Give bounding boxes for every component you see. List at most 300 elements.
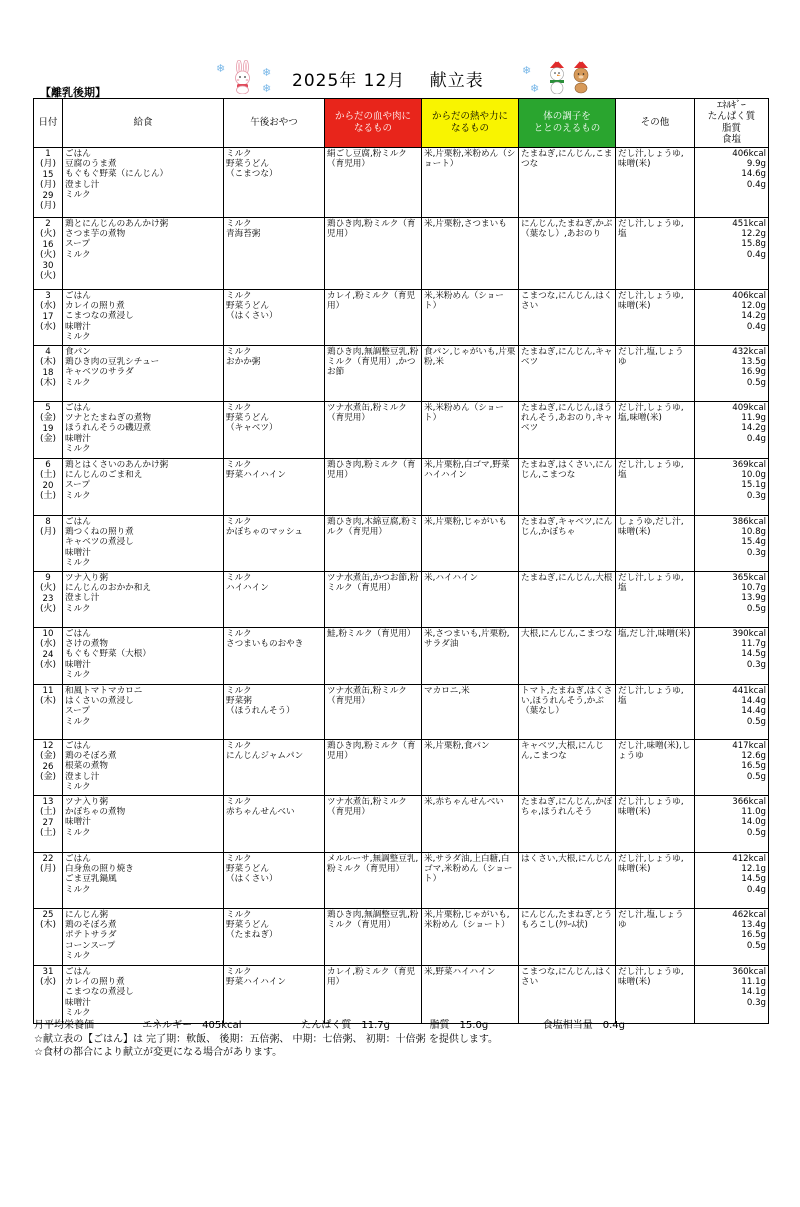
lunch-item: ミルク — [65, 781, 91, 792]
menu-row — [34, 147, 769, 217]
other-ingredients: だし汁,塩,しょうゆ — [618, 346, 684, 367]
yellow-ingredients-cell — [422, 345, 519, 401]
menu-row — [34, 739, 769, 795]
lunch-item: 鶏とにんじんのあんかけ粥 — [65, 218, 169, 229]
date-day: 15 — [42, 169, 54, 180]
date-weekday: (火) — [39, 582, 57, 593]
snack-item: かぼちゃのマッシュ — [226, 526, 303, 537]
yellow-ingredients: 米,米粉めん（ショート） — [424, 290, 504, 311]
snack-cell — [224, 289, 325, 345]
nutrition-cell — [695, 571, 769, 627]
nutrition-cell — [695, 739, 769, 795]
lunch-cell — [63, 684, 224, 739]
red-ingredients-cell — [325, 289, 422, 345]
snack-item: ミルク — [226, 459, 252, 470]
header-green-group — [519, 99, 616, 148]
snack-item: （たまねぎ） — [226, 930, 278, 941]
red-ingredients-cell — [325, 684, 422, 739]
other-ingredients-cell — [616, 965, 695, 1023]
date-weekday: (水) — [39, 300, 57, 311]
energy-value: 369kcal — [732, 459, 766, 470]
green-ingredients: たまねぎ,にんじん,大根 — [521, 572, 613, 583]
date-weekday: (月) — [39, 179, 57, 190]
avg-salt: 食塩相当量 0.4g — [542, 1020, 626, 1031]
lunch-item: 和風トマトマカロニ — [65, 685, 143, 696]
footer — [34, 1019, 625, 1060]
lunch-item: ミルク — [65, 716, 91, 727]
red-ingredients: 絹ごし豆腐,粉ミルク（育児用） — [327, 148, 407, 169]
menu-row — [34, 217, 769, 289]
yellow-ingredients: 米,ハイハイン — [424, 572, 479, 583]
lunch-item: さけの煮物 — [65, 638, 108, 649]
yellow-ingredients: 米,片栗粉,さつまいも — [424, 218, 507, 229]
yellow-ingredients: 米,赤ちゃんせんべい — [424, 796, 504, 807]
yellow-ingredients-cell — [422, 217, 519, 289]
green-ingredients: たまねぎ,にんじん,こまつな — [521, 148, 613, 169]
snack-item: 野菜うどん — [226, 300, 269, 311]
lunch-cell — [63, 217, 224, 289]
lunch-item: ごはん — [65, 516, 91, 527]
red-ingredients: 鶏ひき肉,粉ミルク（育児用） — [327, 740, 416, 761]
lunch-item: キャベツの煮浸し — [65, 537, 134, 548]
red-ingredients: 鶏ひき肉,無調整豆乳,粉ミルク（育児用） — [327, 909, 419, 930]
salt-value: 0.5g — [746, 940, 766, 951]
other-ingredients: だし汁,しょうゆ,塩,味噌(米) — [618, 402, 684, 423]
red-ingredients-cell — [325, 147, 422, 217]
salt-value: 0.3g — [746, 659, 766, 670]
lunch-item: もぐもぐ野菜（大根） — [65, 649, 151, 660]
salt-value: 0.5g — [746, 771, 766, 782]
nutrition-cell — [695, 217, 769, 289]
other-ingredients: だし汁,しょうゆ,味噌(米) — [618, 796, 684, 817]
snack-item: ミルク — [226, 148, 252, 159]
salt-value: 0.5g — [746, 716, 766, 727]
red-ingredients: カレイ,粉ミルク（育児用） — [327, 290, 416, 311]
fat-value: 13.9g — [741, 593, 766, 604]
lunch-item: キャベツのサラダ — [65, 367, 134, 378]
lunch-item: ミルク — [65, 1007, 91, 1018]
red-ingredients: カレイ,粉ミルク（育児用） — [327, 966, 416, 987]
fat-value: 16.9g — [741, 367, 766, 378]
lunch-item: かぼちゃの煮物 — [65, 806, 126, 817]
other-ingredients: だし汁,しょうゆ,塩 — [618, 218, 684, 239]
lunch-item: にんじんのごま和え — [65, 469, 143, 480]
green-ingredients: キャベツ,大根,にんじん,こまつな — [521, 740, 604, 761]
menu-row — [34, 627, 769, 684]
lunch-item: スープ — [65, 480, 90, 491]
lunch-item: カレイの照り煮 — [65, 300, 125, 311]
date-day: 26 — [42, 761, 54, 772]
lunch-item: ミルク — [65, 557, 91, 568]
lunch-cell — [63, 515, 224, 571]
energy-value: 366kcal — [732, 796, 766, 807]
energy-value: 441kcal — [732, 685, 766, 696]
salt-value: 0.3g — [746, 547, 766, 558]
lunch-cell — [63, 458, 224, 515]
snowflake-icon: ❄ — [522, 64, 532, 77]
header-nutrition-line: 食塩 — [721, 134, 741, 146]
date-day: 31 — [42, 966, 54, 977]
green-ingredients: たまねぎ,にんじん,キャベツ — [521, 346, 613, 367]
menu-row — [34, 684, 769, 739]
header-nutrition-line: たんぱく質 — [707, 111, 756, 123]
green-ingredients: たまねぎ,にんじん,ほうれんそう,あおのり,キャベツ — [521, 402, 613, 434]
snack-item: ハイハイン — [226, 582, 269, 593]
date-cell — [34, 965, 63, 1023]
nutrition-cell — [695, 289, 769, 345]
snack-item: ミルク — [226, 796, 252, 807]
lunch-cell — [63, 147, 224, 217]
energy-value: 360kcal — [732, 966, 766, 977]
snack-cell — [224, 571, 325, 627]
other-ingredients: だし汁,しょうゆ,味噌(米) — [618, 853, 684, 874]
protein-value: 14.4g — [741, 695, 766, 706]
menu-row — [34, 852, 769, 908]
date-day: 10 — [42, 628, 54, 639]
salt-value: 0.4g — [746, 884, 766, 895]
lunch-item: 食パン — [65, 346, 91, 357]
date-cell — [34, 289, 63, 345]
other-ingredients: だし汁,しょうゆ,味噌(米) — [618, 148, 684, 169]
red-ingredients: 鶏ひき肉,粉ミルク（育児用） — [327, 459, 416, 480]
date-weekday: (月) — [39, 158, 57, 169]
other-ingredients-cell — [616, 289, 695, 345]
snack-item: （キャベツ） — [226, 423, 278, 434]
snack-item: 青海苔粥 — [226, 228, 261, 239]
fat-value: 14.5g — [741, 649, 766, 660]
nutrition-cell — [695, 852, 769, 908]
header-yellow-line: からだの熱や力に — [431, 111, 508, 123]
lunch-cell — [63, 571, 224, 627]
energy-value: 451kcal — [732, 218, 766, 229]
lunch-item: ほうれんそうの磯辺煮 — [65, 423, 151, 434]
page-title: 2025年 12月 献立表 — [292, 71, 484, 91]
red-ingredients: ツナ水煮缶,粉ミルク（育児用） — [327, 796, 407, 817]
date-cell — [34, 515, 63, 571]
green-ingredients-cell — [519, 147, 616, 217]
lunch-item: ミルク — [65, 331, 91, 342]
snack-item: ミルク — [226, 572, 252, 583]
lunch-item: ごはん — [65, 402, 91, 413]
other-ingredients-cell — [616, 571, 695, 627]
yellow-ingredients: 米,野菜ハイハイン — [424, 966, 496, 977]
energy-value: 386kcal — [732, 516, 766, 527]
other-ingredients-cell — [616, 852, 695, 908]
snack-item: さつまいものおやき — [226, 638, 304, 649]
green-ingredients-cell — [519, 401, 616, 458]
other-ingredients-cell — [616, 627, 695, 684]
red-ingredients-cell — [325, 401, 422, 458]
salt-value: 0.3g — [746, 997, 766, 1008]
green-ingredients-cell — [519, 627, 616, 684]
lunch-item: 澄まし汁 — [65, 179, 100, 190]
fat-value: 15.1g — [741, 480, 766, 491]
other-ingredients: だし汁,味噌(米),しょうゆ — [618, 740, 691, 761]
date-day: 12 — [42, 740, 54, 751]
fat-value: 14.2g — [741, 423, 766, 434]
lunch-item: カレイの照り煮 — [65, 976, 125, 987]
salt-value: 0.4g — [746, 179, 766, 190]
header-row — [34, 99, 769, 148]
yellow-ingredients-cell — [422, 908, 519, 965]
menu-row — [34, 795, 769, 852]
red-ingredients: ツナ水煮缶,粉ミルク（育児用） — [327, 685, 407, 706]
lunch-item: ミルク — [65, 443, 91, 454]
lunch-item: 豆腐のうま煮 — [65, 158, 117, 169]
yellow-ingredients: 米,片栗粉,白ゴマ,野菜ハイハイン — [424, 459, 510, 480]
date-day: 6 — [45, 459, 51, 470]
lunch-item: こまつなの煮浸し — [65, 311, 134, 322]
date-weekday: (水) — [39, 659, 57, 670]
menu-row — [34, 289, 769, 345]
menu-row — [34, 571, 769, 627]
yellow-ingredients: 食パン,じゃがいも,片栗粉,米 — [424, 346, 516, 367]
date-day: 13 — [42, 796, 54, 807]
bunny-illustration — [228, 60, 258, 94]
header-nutrition-line: ｴﾈﾙｷﾞｰ — [717, 100, 746, 111]
date-cell — [34, 458, 63, 515]
date-weekday: (火) — [39, 603, 57, 614]
yellow-ingredients: 米,片栗粉,米粉めん（ショート） — [424, 148, 516, 169]
other-ingredients: だし汁,しょうゆ,味噌(米) — [618, 290, 684, 311]
snack-item: ミルク — [226, 290, 252, 301]
lunch-item: ごはん — [65, 290, 91, 301]
nutrition-cell — [695, 458, 769, 515]
date-weekday: (木) — [39, 919, 57, 930]
lunch-item: スープ — [65, 706, 90, 717]
yellow-ingredients: 米,片栗粉,じゃがいも — [424, 516, 507, 527]
menu-row — [34, 515, 769, 571]
lunch-cell — [63, 401, 224, 458]
lunch-item: ポテトサラダ — [65, 930, 117, 941]
snack-cell — [224, 684, 325, 739]
snack-item: ミルク — [226, 402, 252, 413]
lunch-item: ごはん — [65, 740, 91, 751]
date-day: 5 — [45, 402, 51, 413]
lunch-item: 味噌汁 — [65, 321, 91, 332]
red-ingredients: 鶏ひき肉,木綿豆腐,粉ミルク（育児用） — [327, 516, 419, 537]
red-ingredients-cell — [325, 965, 422, 1023]
date-weekday: (火) — [39, 228, 57, 239]
red-ingredients: ツナ水煮缶,粉ミルク（育児用） — [327, 402, 407, 423]
snack-item: 野菜うどん — [226, 863, 269, 874]
date-day: 17 — [42, 311, 54, 322]
lunch-item: ミルク — [65, 884, 91, 895]
snowflake-icon: ❄ — [530, 82, 540, 95]
lunch-cell — [63, 965, 224, 1023]
other-ingredients: だし汁,しょうゆ,塩 — [618, 685, 684, 706]
red-ingredients-cell — [325, 739, 422, 795]
date-day: 3 — [45, 290, 51, 301]
lunch-cell — [63, 908, 224, 965]
yellow-ingredients: 米,片栗粉,じゃがいも,米粉めん（ショート） — [424, 909, 510, 930]
lunch-item: ツナ入り粥 — [65, 572, 108, 583]
lunch-item: ミルク — [65, 603, 91, 614]
lunch-item: ミルク — [65, 490, 91, 501]
lunch-item: ごはん — [65, 853, 91, 864]
nutrition-cell — [695, 795, 769, 852]
yellow-ingredients: 米,さつまいも,片栗粉,サラダ油 — [424, 628, 510, 649]
snack-item: （ほうれんそう） — [226, 706, 295, 717]
menu-table — [33, 98, 769, 1024]
stage-subtitle: 【離乳後期】 — [40, 86, 106, 99]
date-day: 2 — [45, 218, 51, 229]
yellow-ingredients-cell — [422, 458, 519, 515]
avg-label: 月平均栄養価 — [34, 1020, 94, 1031]
red-ingredients: ツナ水煮缶,かつお節,粉ミルク（育児用） — [327, 572, 419, 593]
lunch-item: ミルク — [65, 827, 91, 838]
header-snack: 午後おやつ — [224, 99, 325, 148]
snack-item: （はくさい） — [226, 874, 278, 885]
energy-value: 432kcal — [732, 346, 766, 357]
snack-cell — [224, 147, 325, 217]
green-ingredients-cell — [519, 739, 616, 795]
date-cell — [34, 627, 63, 684]
green-ingredients: トマト,たまねぎ,はくさい,ほうれんそう,かぶ（葉なし） — [521, 685, 613, 717]
nutrition-cell — [695, 515, 769, 571]
menu-row — [34, 908, 769, 965]
header-green-line: ととのえるもの — [533, 122, 601, 134]
nutrition-cell — [695, 345, 769, 401]
green-ingredients: にんじん,たまねぎ,かぶ（葉なし）,あおのり — [521, 218, 613, 239]
snack-item: おかか粥 — [226, 356, 261, 367]
yellow-ingredients-cell — [422, 795, 519, 852]
lunch-item: 澄まし汁 — [65, 593, 100, 604]
green-ingredients-cell — [519, 908, 616, 965]
date-weekday: (金) — [39, 433, 57, 444]
lunch-item: にんじん粥 — [65, 909, 108, 920]
salt-value: 0.4g — [746, 249, 766, 260]
header-lunch: 給食 — [63, 99, 224, 148]
date-day: 25 — [42, 909, 54, 920]
green-ingredients: にんじん,たまねぎ,とうもろこし(ｸﾘｰﾑ状) — [521, 909, 613, 930]
avg-protein: たんぱく質 11.7g — [301, 1020, 390, 1031]
snowman-illustration — [544, 60, 596, 94]
lunch-item: 鶏のそぼろ煮 — [65, 750, 117, 761]
avg-energy: エネルギー 405kcal — [142, 1020, 242, 1031]
lunch-item: さつま芋の煮物 — [65, 228, 126, 239]
lunch-item: ミルク — [65, 669, 91, 680]
date-weekday: (月) — [39, 526, 57, 537]
salt-value: 0.5g — [746, 827, 766, 838]
nutrition-cell — [695, 684, 769, 739]
green-ingredients: はくさい,大根,にんじん — [521, 853, 613, 864]
date-weekday: (月) — [39, 863, 57, 874]
lunch-item: コーンスープ — [65, 940, 116, 951]
protein-value: 12.1g — [741, 863, 766, 874]
red-ingredients-cell — [325, 627, 422, 684]
fat-value: 14.2g — [741, 311, 766, 322]
red-ingredients-cell — [325, 852, 422, 908]
fat-value: 14.1g — [741, 987, 766, 998]
snack-item: ミルク — [226, 628, 252, 639]
date-weekday: (金) — [39, 771, 57, 782]
nutrition-cell — [695, 908, 769, 965]
date-day: 24 — [42, 649, 54, 660]
date-weekday: (水) — [39, 638, 57, 649]
green-ingredients: たまねぎ,にんじん,かぼちゃ,ほうれんそう — [521, 796, 613, 817]
date-day: 4 — [45, 346, 51, 357]
lunch-item: 味噌汁 — [65, 547, 91, 558]
date-cell — [34, 401, 63, 458]
snack-item: 野菜うどん — [226, 919, 269, 930]
red-ingredients-cell — [325, 458, 422, 515]
monthly-average — [34, 1019, 625, 1033]
fat-value: 14.5g — [741, 874, 766, 885]
yellow-ingredients-cell — [422, 684, 519, 739]
snack-item: ミルク — [226, 740, 252, 751]
date-cell — [34, 571, 63, 627]
menu-row — [34, 345, 769, 401]
date-day: 18 — [42, 367, 54, 378]
red-ingredients: 鶏ひき肉,粉ミルク（育児用） — [327, 218, 416, 239]
yellow-ingredients-cell — [422, 289, 519, 345]
lunch-item: ごはん — [65, 628, 91, 639]
fat-value: 14.0g — [741, 817, 766, 828]
red-ingredients-cell — [325, 571, 422, 627]
lunch-cell — [63, 795, 224, 852]
other-ingredients: 塩,だし汁,味噌(米) — [618, 628, 691, 639]
lunch-cell — [63, 852, 224, 908]
date-weekday: (火) — [39, 249, 57, 260]
protein-value: 11.7g — [741, 638, 766, 649]
yellow-ingredients: 米,サラダ油,上白糖,白ゴマ,米粉めん（ショート） — [424, 853, 513, 885]
date-weekday: (水) — [39, 321, 57, 332]
avg-fat: 脂質 15.0g — [429, 1020, 489, 1031]
date-cell — [34, 795, 63, 852]
menu-body — [34, 147, 769, 1023]
snack-item: ミルク — [226, 516, 252, 527]
other-ingredients: しょうゆ,だし汁,味噌(米) — [618, 516, 684, 537]
yellow-ingredients-cell — [422, 965, 519, 1023]
snowflake-icon: ❄ — [262, 82, 272, 95]
date-day: 20 — [42, 480, 54, 491]
red-ingredients: 鶏ひき肉,無調整豆乳,粉ミルク（育児用）,かつお節 — [327, 346, 419, 378]
lunch-item: ごはん — [65, 148, 91, 159]
yellow-ingredients-cell — [422, 571, 519, 627]
date-cell — [34, 852, 63, 908]
red-ingredients-cell — [325, 795, 422, 852]
red-ingredients-cell — [325, 908, 422, 965]
snack-item: ミルク — [226, 346, 252, 357]
date-weekday: (土) — [39, 469, 57, 480]
date-day: 22 — [42, 853, 54, 864]
nutrition-cell — [695, 627, 769, 684]
green-ingredients-cell — [519, 217, 616, 289]
lunch-item: 味噌汁 — [65, 659, 91, 670]
protein-value: 12.0g — [741, 300, 766, 311]
energy-value: 365kcal — [732, 572, 766, 583]
header-red-line: からだの血や肉に — [334, 111, 411, 123]
lunch-cell — [63, 627, 224, 684]
snack-cell — [224, 345, 325, 401]
snowflake-icon: ❄ — [216, 62, 226, 75]
lunch-item: 白身魚の照り焼き — [65, 863, 134, 874]
red-ingredients-cell — [325, 345, 422, 401]
header-nutrition-line: 脂質 — [721, 122, 741, 134]
snack-item: ミルク — [226, 685, 252, 696]
date-cell — [34, 908, 63, 965]
yellow-ingredients-cell — [422, 852, 519, 908]
date-day: 8 — [45, 516, 51, 527]
lunch-item: もぐもぐ野菜（にんじん） — [65, 169, 169, 180]
lunch-item: 根菜の煮物 — [65, 761, 108, 772]
date-cell — [34, 345, 63, 401]
date-weekday: (土) — [39, 490, 57, 501]
snack-item: 野菜ハイハイン — [226, 469, 286, 480]
date-day: 1 — [45, 148, 51, 159]
menu-row — [34, 965, 769, 1023]
